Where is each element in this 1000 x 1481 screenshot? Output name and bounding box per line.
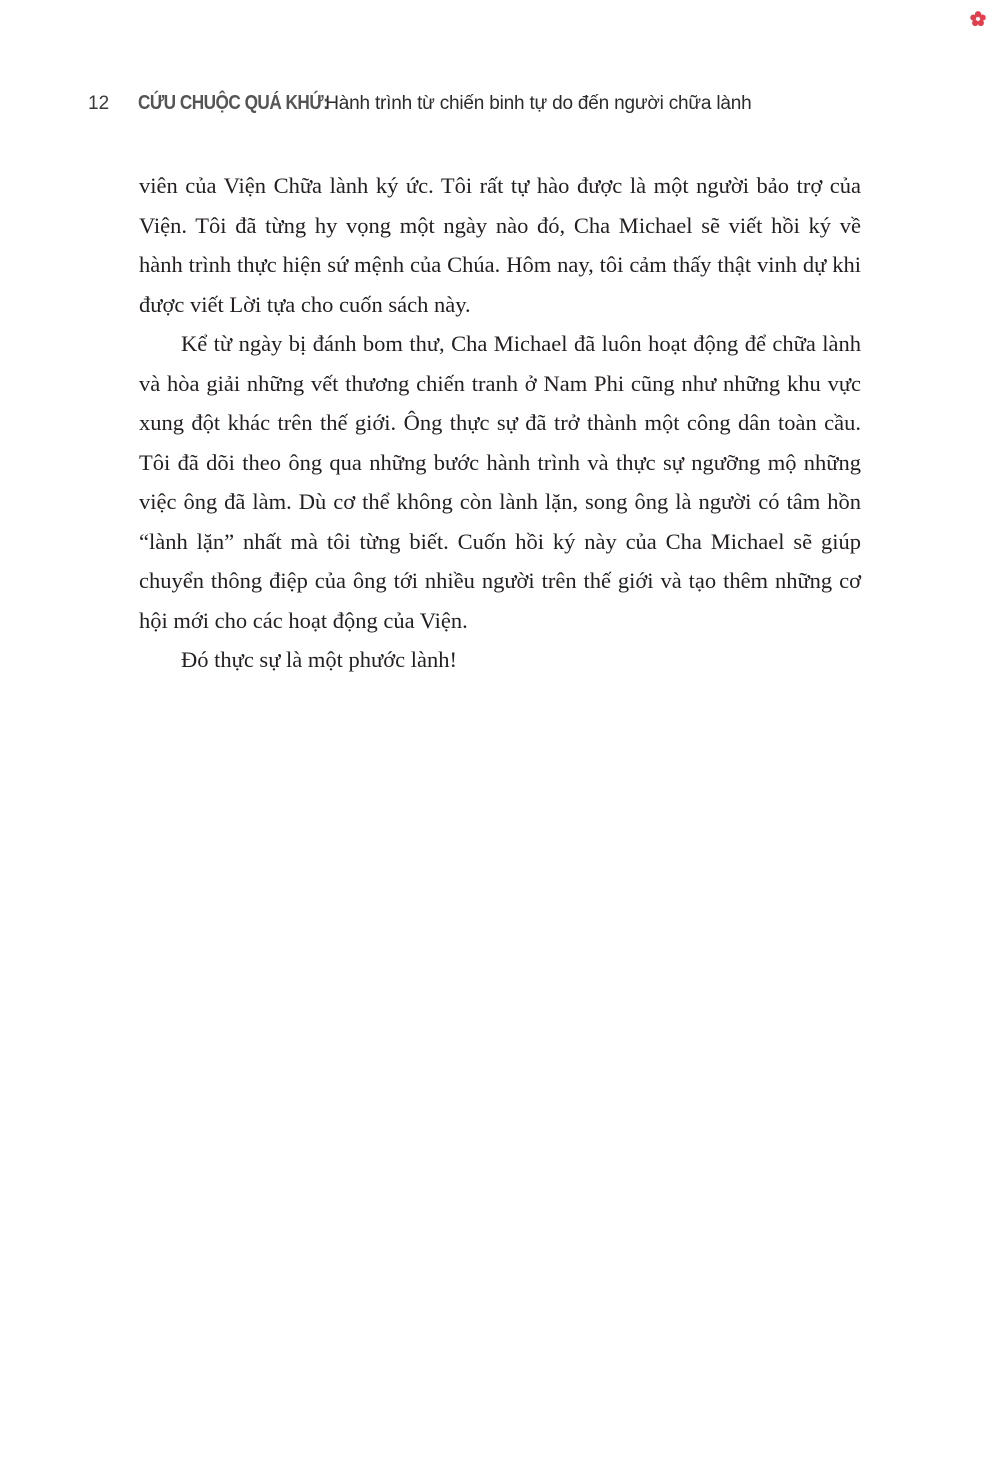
book-subtitle: Hành trình từ chiến binh tự do đến người chữa lành [325,93,752,114]
body-text [139,166,861,680]
flower-icon [968,9,988,29]
book-title: CỨU CHUỘC QUÁ KHỨ: [138,92,329,114]
running-header [88,92,968,122]
paragraph-closing: Đó thực sự là một phước lành! [181,647,457,672]
page-number: 12 [88,93,110,114]
paragraph: Kể từ ngày bị đánh bom thư, Cha Michael đã luôn hoạt động để chữa lành và hòa giải những vết thương chiến tranh ở Nam Phi cũng như những khu vực xung đột khác trên thế giới. Ông thực sự đã trở thành một công dân toàn cầu. Tôi đã dõi theo ông qua những bước hành trình và thực sự ngưỡng mộ những việc ông đã làm. Dù cơ thể không còn lành lặn, song ông là người có tâm hồn “lành lặn” nhất mà tôi từng biết. Cuốn hồi ký này của Cha Michael sẽ giúp chuyển thông điệp của ông tới nhiều người trên thế giới và tạo thêm những cơ hội mới cho các hoạt động của Viện. [139,331,861,633]
paragraph-continuation: viên của Viện Chữa lành ký ức. Tôi rất tự hào được là một người bảo trợ của Viện. Tôi đã từng hy vọng một ngày nào đó, Cha Michael sẽ viết hồi ký về hành trình thực hiện sứ mệnh của Chúa. Hôm nay, tôi cảm thấy thật vinh dự khi được viết Lời tựa cho cuốn sách này. [139,173,861,317]
